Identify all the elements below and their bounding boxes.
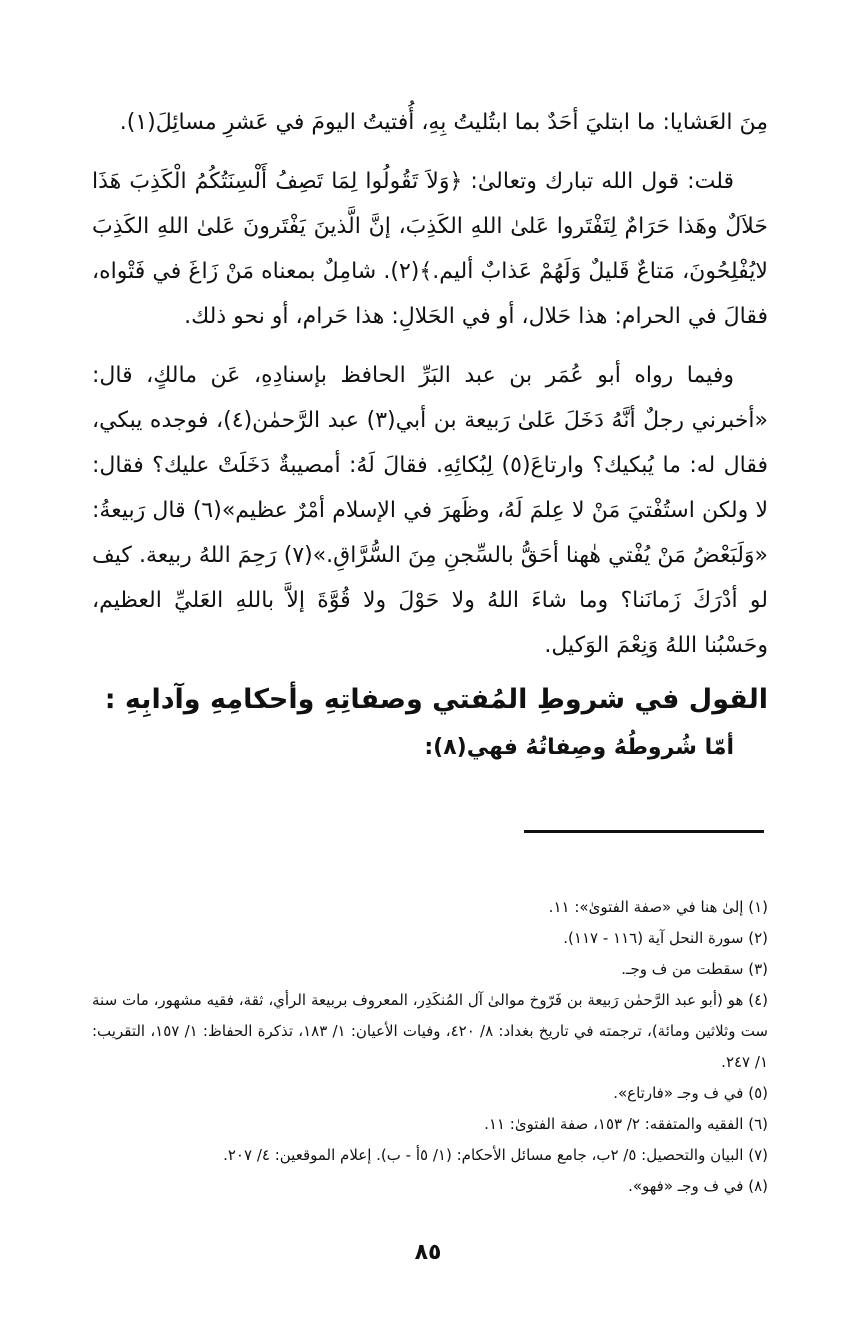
footnote-5: (٥) في ف وجـ «فارتاع». [613, 1084, 768, 1102]
footnote-6: (٦) الفقيه والمتفقه: ٢/ ١٥٣، صفة الفتوىٰ: ١١. [484, 1115, 768, 1133]
section-subheading: أمّا شُروطُهُ وصِفاتُهُ فهي(٨): [424, 735, 734, 760]
footnote-divider [524, 830, 764, 833]
footnote-3: (٣) سقطت من ف وجـ. [621, 960, 768, 978]
section-heading: القول في شروطِ المُفتي وصفاتِهِ وأحكامِهِ وآدابِهِ : [104, 684, 768, 715]
footnote-4: (٤) هو (أبو عبد الرَّحمٰن رَبيعة بن فَرّوخ موالىٰ آل المُنكَدِر، المعروف بربيعة الرأي، ثقة، فقيه مشهور، مات سنة ست وثلاثين ومائة)، ترجمته في تاريخ بغداد: ٨/ ٤٢٠، وفيات الأعيان: ١/ ١٨٣، تذكرة الحفاظ: ١/ ١٥٧، التقريب: ١/ ٢٤٧. [92, 991, 769, 1071]
paragraph-1: مِنَ العَشايا: ما ابتليَ أحَدٌ بما ابتُليتُ بِهِ، أُفتيتُ اليومَ في عَشرِ مسائِلَ(١). [119, 110, 768, 135]
paragraph-3: وفيما رواه أبو عُمَر بن عبد البَرِّ الحافظ بإسنادِهِ، عَن مالكٍ، قال: «أخبرني رجلٌ أنَّهُ دَخَلَ عَلىٰ رَبيعة بن أبي(٣) عبد الرَّحمٰن(٤)، فوجده يبكي، فقال له: ما يُبكيك؟ وارتاعَ(٥) لِبُكائِهِ. فقالَ لَهُ: أمصيبةٌ دَخَلَتْ عليك؟ فقال: لا ولكن استُفْتيَ مَنْ لا عِلمَ لَهُ، وظَهرَ في الإسلام أمْرٌ عظيم»(٦) قال رَبيعةُ: «وَلَبَعْضُ مَنْ يُفْتي هٰهنا أحَقُّ بالسِّجنِ مِنَ السُّرَّاقِ.»(٧) رَحِمَ اللهُ ربيعة. كيف لو أدْرَكَ زَمانَنا؟ وما شاءَ اللهُ ولا حَوْلَ ولا قُوَّةَ إلاَّ باللهِ العَليِّ العظيم، وحَسْبُنا اللهُ وَنِعْمَ الوَكيل. [92, 363, 768, 658]
main-text [92, 100, 768, 770]
footnote-8: (٨) في ف وجـ «فهو». [628, 1177, 768, 1195]
paragraph-2: قلت: قول الله تبارك وتعالىٰ: ﴿وَلاَ تَقُولُوا لِمَا تَصِفُ أَلْسِنَتُكُمُ الْكَذِبَ هَذَا حَلاَلٌ وهَذا حَرَامٌ لِتَفْتَروا عَلىٰ اللهِ الكَذِبَ، إنَّ الَّذينَ يَفْتَرونَ عَلىٰ اللهِ الكَذِبَ لايُفْلِحُونَ، مَتاعٌ قَليلٌ وَلَهُمْ عَذابٌ أليم.﴾(٢). شامِلٌ بمعناه مَنْ زَاغَ في فَتْواه، فقالَ في الحرام: هذا حَلال، أو في الحَلالِ: هذا حَرام، أو نحو ذلك. [92, 169, 768, 329]
page-number: ٨٥ [414, 1240, 442, 1265]
footnotes [92, 892, 768, 1202]
footnote-2: (٢) سورة النحل آية (١١٦ - ١١٧). [563, 929, 768, 947]
footnote-7: (٧) البيان والتحصيل: ٥/ ٢ب، جامع مسائل الأحكام: (١/ ٥أ - ب). إعلام الموقعين: ٤/ ٢٠٧. [223, 1146, 768, 1164]
footnote-1: (١) إلىٰ هنا في «صفة الفتوىٰ»: ١١. [548, 898, 768, 916]
